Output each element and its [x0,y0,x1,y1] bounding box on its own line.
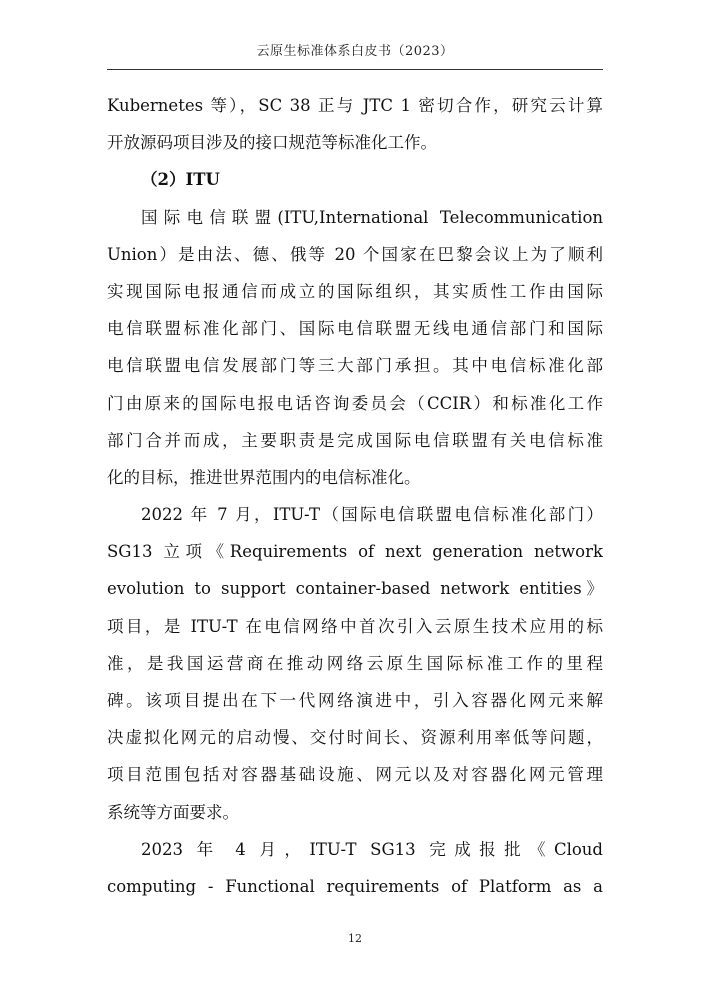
text-line: Kubernetes 等），SC 38 正与 JTC 1 密切合作，研究云计算 [107,96,603,115]
text-line: 准，是我国运营商在推动网络云原生国际标准工作的里程 [107,653,603,673]
text-line: 部门合并而成，主要职责是完成国际电信联盟有关电信标准 [107,430,603,450]
text-line: SG13 立项《Requirements of next generation network [107,542,603,562]
header-divider [107,69,603,70]
text-line: 化的目标，推进世界范围内的电信标准化。 [107,467,421,487]
text-line: 实现国际电报通信而成立的国际组织，其实质性工作由国际 [107,281,603,301]
text-line: 决虚拟化网元的启动慢、交付时间长、资源利用率低等问题， [107,728,603,748]
section-heading: （2）ITU [141,170,220,190]
running-header-title: 云原生标准体系白皮书（2023） [256,44,454,59]
text-line: 项目范围包括对容器基础设施、网元以及对容器化网元管理 [107,765,603,785]
document-body [107,87,603,905]
text-line: computing - Functional requirements of Platform as a [107,876,603,896]
page-number: 12 [348,932,362,945]
text-line: 碑。该项目提出在下一代网络演进中，引入容器化网元来解 [107,691,603,710]
text-line: 2023 年 4 月，ITU-T SG13 完成报批《Cloud [141,839,603,859]
text-line: 系统等方面要求。 [107,802,239,822]
text-line: Union）是由法、德、俄等 20 个国家在巴黎会议上为了顺利 [107,244,603,264]
text-line: evolution to support container-based network entities》 [107,579,603,599]
text-line: 国际电信联盟(ITU,International Telecommunication [141,207,603,227]
text-line: 2022 年 7 月，ITU-T（国际电信联盟电信标准化部门） [141,505,603,525]
text-line: 门由原来的国际电报电话咨询委员会（CCIR）和标准化工作 [107,393,603,413]
text-line: 电信联盟电信发展部门等三大部门承担。其中电信标准化部 [107,356,603,376]
text-line: 项目，是 ITU-T 在电信网络中首次引入云原生技术应用的标 [107,616,603,636]
text-line: 电信联盟标准化部门、国际电信联盟无线电通信部门和国际 [107,319,603,339]
text-line: 开放源码项目涉及的接口规范等标准化工作。 [107,133,437,153]
